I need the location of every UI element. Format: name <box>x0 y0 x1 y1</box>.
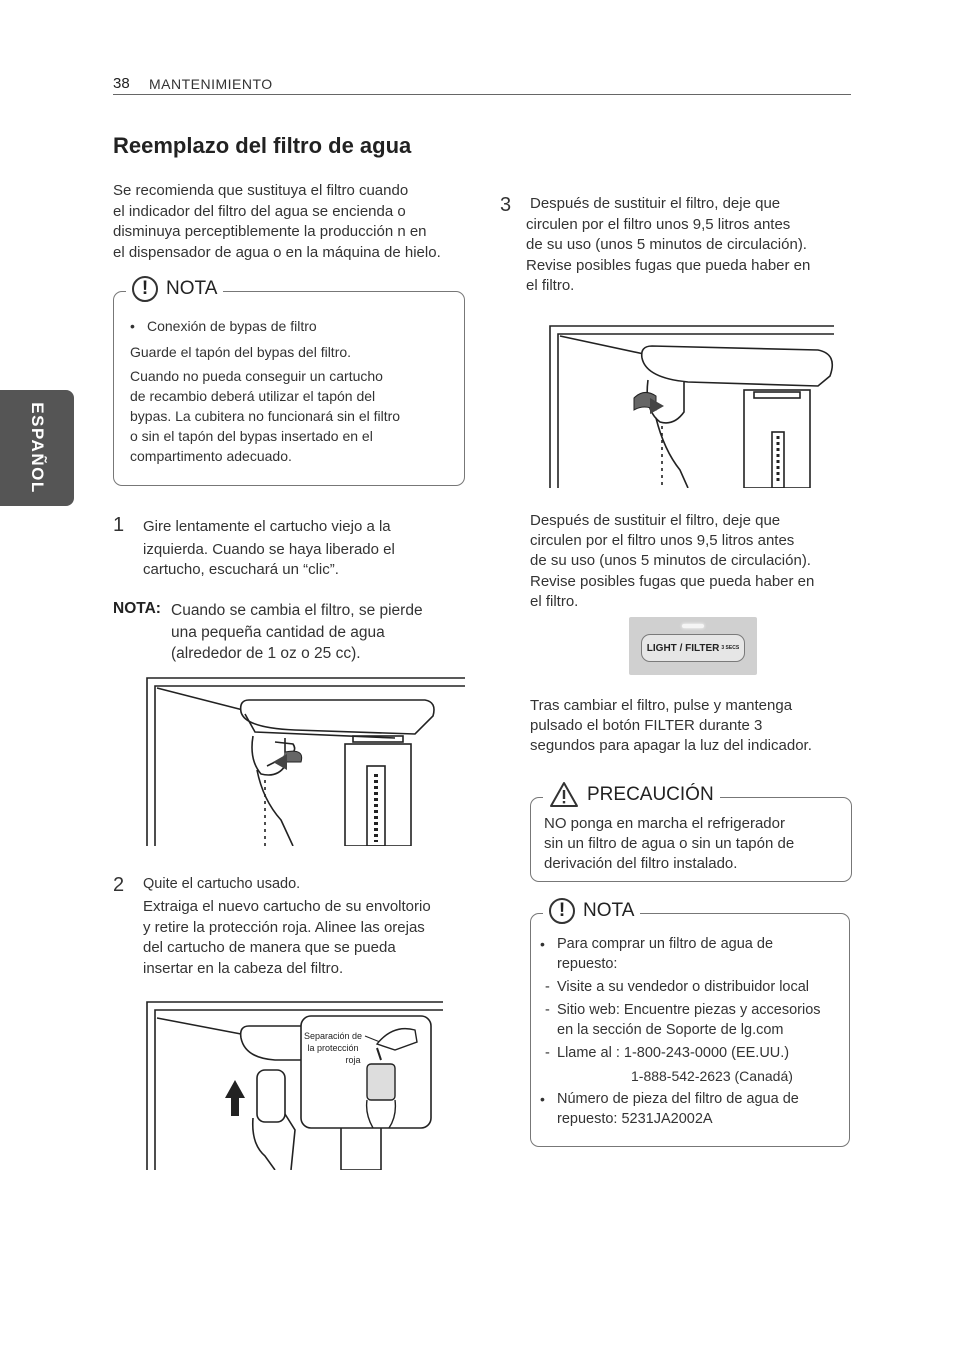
note-bullet <box>540 1089 846 1129</box>
exclamation-icon: ! <box>549 898 575 924</box>
step-line: y retire la protección roja. Alinee las orejas <box>143 918 425 936</box>
note-line: Visite a su vendedor o distribuidor local <box>557 979 810 995</box>
header-rule <box>113 94 851 95</box>
intro-paragraph <box>113 181 441 263</box>
step-line: Extraiga el nuevo cartucho de su envoltorio <box>143 898 431 915</box>
note-dash-item <box>540 977 846 997</box>
note-para-line: compartimento adecuado. <box>130 448 292 464</box>
warning-icon <box>549 781 579 808</box>
caution-text <box>544 814 794 875</box>
caution-line: derivación del filtro instalado. <box>544 855 738 873</box>
note-line: 1-888-542-2623 (Canadá) <box>631 1068 793 1084</box>
note-bullet-text: Conexión de bypas de filtro <box>147 318 317 334</box>
filter-button-label: LIGHT / FILTER <box>646 642 720 654</box>
paragraph-line: circulen por el filtro unos 9,5 litros antes <box>530 532 795 550</box>
note-dash-item <box>540 1000 846 1040</box>
step-line: Gire lentamente el cartucho viejo a la <box>143 518 391 535</box>
figure-install-filter <box>548 310 834 488</box>
note-bullet <box>540 934 846 974</box>
step-line: el filtro. <box>526 277 575 294</box>
inline-note-label: NOTA: <box>113 600 161 617</box>
inline-note-line: (alrededor de 1 oz o 25 cc). <box>171 645 361 662</box>
step-number: 3 <box>500 194 512 216</box>
step3-text <box>526 194 810 297</box>
language-tab <box>0 390 74 506</box>
note2-content <box>540 934 846 1129</box>
paragraph-line: segundos para apagar la luz del indicador. <box>530 737 812 755</box>
step-line: insertar en la cabeza del filtro. <box>143 959 344 977</box>
after-button-text <box>530 696 812 757</box>
page-number: 38 <box>113 75 130 92</box>
bullet-icon: • <box>540 936 545 952</box>
note-bullet <box>130 316 460 336</box>
note-line: Guarde el tapón del bypas del filtro. <box>130 344 352 360</box>
note-line: en la sección de Soporte de lg.com <box>557 1022 784 1038</box>
after-figure-text <box>530 511 814 612</box>
caution-line: sin un filtro de agua o sin un tapón de <box>544 835 795 853</box>
step-line: del cartucho de manera que se pueda <box>143 939 396 956</box>
step1-text <box>143 515 395 581</box>
note-line: Llame al : 1-800-243-0000 (EE.UU.) <box>557 1045 790 1061</box>
dash-icon: - <box>545 1045 550 1061</box>
note-label: NOTA <box>583 900 635 921</box>
paragraph-line: de su uso (unos 5 minutos de circulación). <box>530 552 811 570</box>
step-line: cartucho, escuchará un “clic”. <box>143 561 339 578</box>
inline-note-line: una pequeña cantidad de agua <box>171 623 385 641</box>
paragraph-line: Después de sustituir el filtro, deje que <box>530 512 781 529</box>
step-line: izquierda. Cuando se haya liberado el <box>143 541 395 558</box>
figure-remove-filter <box>145 670 465 846</box>
inline-note-line: Cuando se cambia el filtro, se pierde <box>171 602 423 619</box>
note-heading <box>126 276 223 302</box>
filter-button-illustration <box>629 617 757 675</box>
paragraph-line: Tras cambiar el filtro, pulse y mantenga <box>530 697 793 714</box>
note-para-line: o sin el tapón del bypas insertado en el <box>130 428 373 444</box>
paragraph-line: el filtro. <box>530 592 579 610</box>
note-paragraph <box>130 366 460 466</box>
step-line: Revise posibles fugas que pueda haber en <box>526 256 811 274</box>
page-title: Reemplazo del filtro de agua <box>113 133 412 158</box>
note-line: Para comprar un filtro de agua de <box>557 936 774 952</box>
callout-line: roja <box>345 1055 361 1065</box>
step-line: Después de sustituir el filtro, deje que <box>530 195 781 212</box>
step2-text <box>143 897 431 979</box>
step-line: circulen por el filtro unos 9,5 litros antes <box>526 215 791 233</box>
intro-line: el indicador del filtro del agua se encienda o <box>113 202 406 220</box>
step-line: de su uso (unos 5 minutos de circulación). <box>526 236 807 253</box>
language-tab-label: ESPAÑOL <box>28 402 47 494</box>
note-para-line: bypas. La cubitera no funcionará sin el filtro <box>130 408 401 424</box>
section-name: MANTENIMIENTO <box>149 76 273 92</box>
step-number: 1 <box>113 514 125 536</box>
note-para-line: Cuando no pueda conseguir un cartucho <box>130 368 383 384</box>
note-heading <box>543 898 640 924</box>
note-dash-item <box>540 1043 846 1086</box>
note-para-line: de recambio deberá utilizar el tapón del <box>130 388 376 404</box>
callout-line: la protección <box>307 1043 359 1053</box>
bullet-icon: • <box>540 1091 545 1107</box>
callout-line: Separación de <box>303 1031 363 1041</box>
note-content <box>130 316 460 466</box>
dash-icon: - <box>545 979 550 995</box>
bullet-icon: • <box>130 318 135 334</box>
caution-line: NO ponga en marcha el refrigerador <box>544 815 785 832</box>
note-line: repuesto: <box>557 956 618 972</box>
filter-button-sub: 3 SECS <box>721 645 740 651</box>
caution-label: PRECAUCIÓN <box>587 783 714 805</box>
intro-line: disminuya perceptiblemente la producción n en <box>113 223 427 240</box>
inline-note-text <box>171 600 423 665</box>
exclamation-icon: ! <box>132 276 158 302</box>
indicator-light <box>682 624 704 628</box>
light-filter-button <box>641 634 745 662</box>
figure-new-filter <box>145 994 443 1170</box>
caution-heading <box>543 781 720 808</box>
note-label: NOTA <box>166 278 218 299</box>
note-line: repuesto: 5231JA2002A <box>557 1111 713 1127</box>
note-line: Número de pieza del filtro de agua de <box>557 1091 799 1107</box>
paragraph-line: pulsado el botón FILTER durante 3 <box>530 717 763 735</box>
paragraph-line: Revise posibles fugas que pueda haber en <box>530 572 815 590</box>
intro-line: el dispensador de agua o en la máquina de hielo. <box>113 243 441 261</box>
intro-line: Se recomienda que sustituya el filtro cuando <box>113 182 409 199</box>
dash-icon: - <box>545 1002 550 1018</box>
step-number: 2 <box>113 874 125 896</box>
note-line: Sitio web: Encuentre piezas y accesorios <box>557 1002 821 1018</box>
step2-line1: Quite el cartucho usado. <box>143 876 301 892</box>
